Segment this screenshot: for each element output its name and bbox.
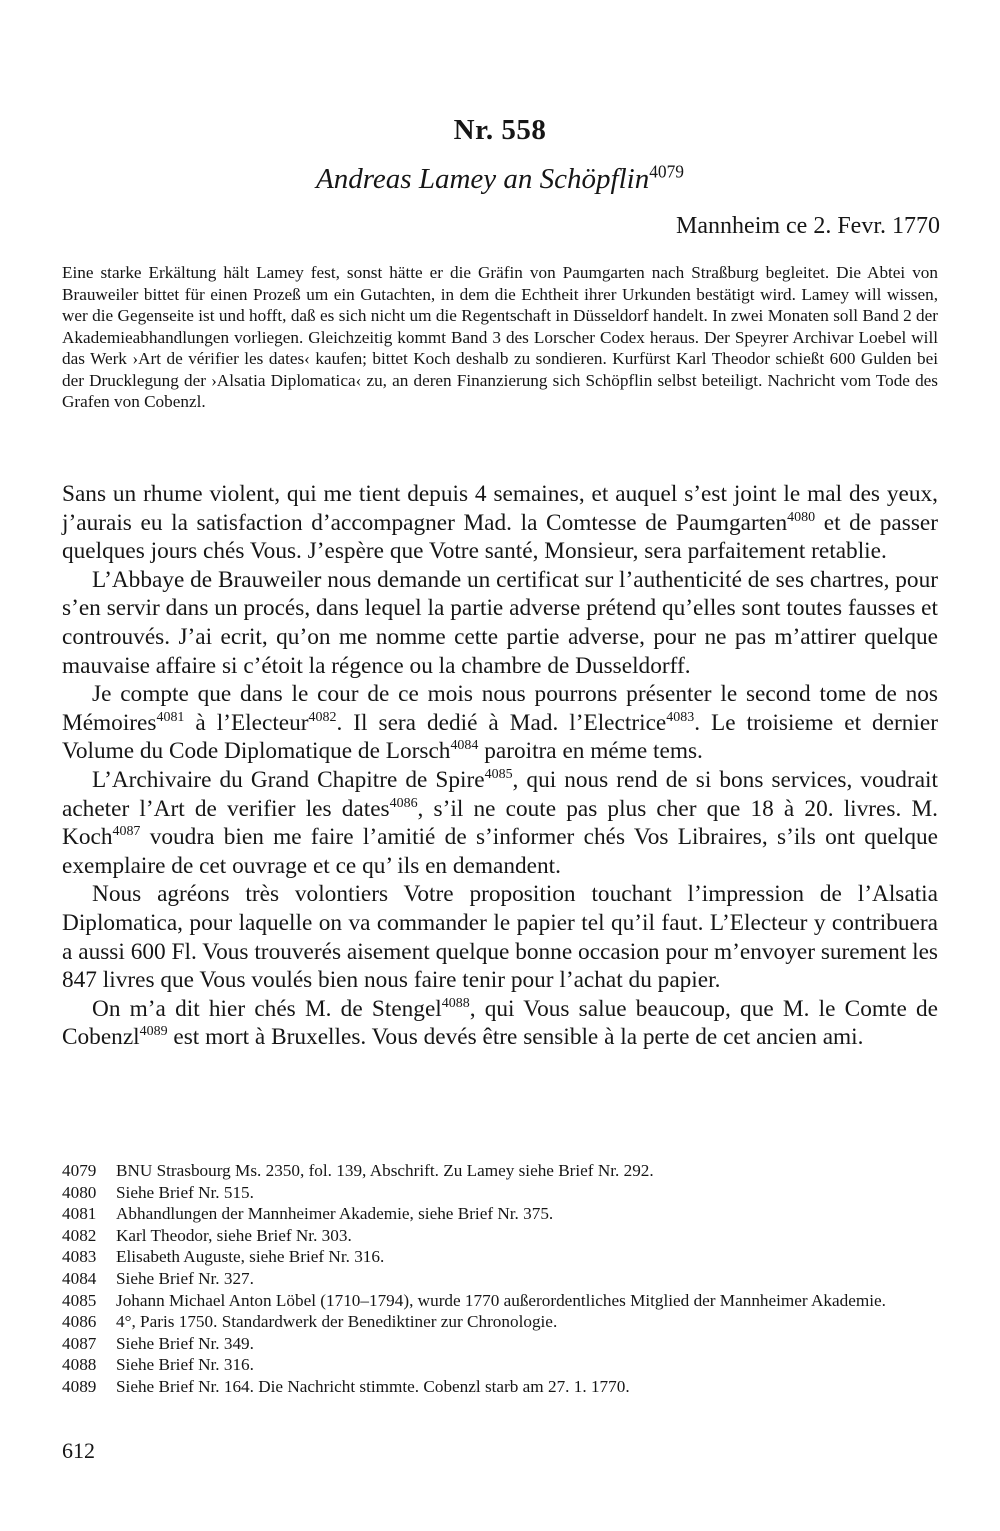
footnote-ref: 4080: [787, 509, 816, 525]
regest-summary: Eine starke Erkältung hält Lamey fest, sonst hätte er die Gräfin von Paumgarten nach Straßburg begleitet. Die Abtei von Brauweiler bittet für einen Prozeß um ein Gutachten, in dem die Echtheit ihrer Urkunden bestätigt wird. Lamey will wissen, wer die Gegenseite ist und hofft, daß es sich nicht um die Regentschaft in Düsseldorf handelt. In zwei Monaten soll Band 2 der Akademieabhandlungen vorliegen. Gleichzeitig kommt Band 3 des Lorscher Codex heraus. Der Speyrer Archivar Loebel will das Werk ›Art de vérifier les dates‹ kaufen; bittet Koch deshalb zu sondieren. Kurfürst Karl Theodor schießt 600 Gulden bei der Drucklegung der ›Alsatia Diplomatica‹ zu, an deren Finanzierung sich Schöpflin selbst beteiligt. Nachricht vom Tode des Grafen von Cobenzl.: [62, 263, 938, 411]
letter-title: [0, 163, 1000, 196]
footnote-number: 4085: [62, 1290, 97, 1310]
footnote-number: 4087: [62, 1333, 97, 1353]
letter-title-text: Andreas Lamey an Schöpflin: [316, 163, 650, 195]
footnote-number: 4079: [62, 1161, 97, 1180]
footnote-ref: 4088: [441, 995, 470, 1011]
letter-body: [62, 480, 938, 1052]
footnote: [62, 1290, 938, 1312]
footnote-text: 4°, Paris 1750. Standardwerk der Benediktiner zur Chronologie.: [116, 1312, 558, 1332]
paragraph-text: voudra bien me faire l’amitié de s’informer chés Vos Libraires, s’ils ont quelque exemplaire de cet ouvrage et ce qu’ ils en demandent.: [62, 824, 938, 879]
paragraph-text: Sans un rhume violent, qui me tient depuis 4 semaines, et auquel s’est joint le mal des yeux, j’aurais eu la satisfaction d’accompagner Mad. la Comtesse de Paumgarten: [62, 481, 938, 536]
footnote-text: Karl Theodor, siehe Brief Nr. 303.: [116, 1225, 352, 1245]
place-date: Mannheim ce 2. Fevr. 1770: [676, 213, 940, 239]
footnote-text: Siehe Brief Nr. 349.: [116, 1333, 254, 1353]
footnote-text: Siehe Brief Nr. 316.: [116, 1355, 254, 1375]
paragraph-text: et de passer quelques jours chés Vous. J’espère que Votre santé, Monsieur, sera parfaitement retablie.: [62, 509, 939, 565]
paragraph-text: paroitra en méme tems.: [478, 738, 703, 765]
footnote-text: BNU Strasbourg Ms. 2350, fol. 139, Abschrift. Zu Lamey siehe Brief Nr. 292.: [116, 1161, 654, 1180]
footnote-text: Siehe Brief Nr. 515.: [116, 1182, 254, 1202]
footnote-ref: 4085: [484, 767, 513, 783]
footnote: [62, 1203, 938, 1225]
footnote-text: Abhandlungen der Mannheimer Akademie, siehe Brief Nr. 375.: [116, 1204, 554, 1224]
letter-paragraph: [62, 995, 938, 1052]
footnote-number: 4088: [62, 1355, 97, 1375]
paragraph-text: . Il sera dedié à Mad. l’Electrice: [336, 709, 667, 736]
letter-paragraph: [62, 880, 938, 994]
footnote-ref: 4086: [389, 795, 418, 811]
footnote: [62, 1311, 938, 1333]
footnote-number: 4082: [62, 1225, 97, 1245]
footnote: [62, 1376, 938, 1398]
paragraph-text: L’Abbaye de Brauweiler nous demande un certificat sur l’authenticité de ses chartres, pour s’en servir dans un procés, dans lequel la partie adverse prétend qu’elles sont toutes fausses et controuvés. J’ai ecrit, qu’on me nomme cette partie adverse, pour ne pas m’attirer quelque mauvaise affaire si c’étoit la régence ou la chambre de Dusseldorff.: [62, 566, 938, 679]
paragraph-text: , s’il ne coute pas plus cher que 18 à 20. livres. M. Koch: [62, 795, 938, 851]
footnote: [62, 1225, 938, 1247]
letter-paragraph: [62, 480, 938, 566]
footnote-text: Siehe Brief Nr. 327.: [116, 1268, 254, 1288]
footnote-number: 4084: [62, 1268, 97, 1288]
footnote-ref: 4084: [450, 738, 479, 754]
footnote: [62, 1246, 938, 1268]
paragraph-text: On m’a dit hier chés M. de Stengel: [92, 995, 442, 1022]
footnote-ref: 4079: [649, 161, 684, 182]
footnote-number: 4083: [62, 1247, 97, 1267]
paragraph-text: , qui Vous salue beaucoup, que M. le Comte de Cobenzl: [62, 995, 938, 1051]
footnote-ref: 4083: [666, 709, 695, 725]
paragraph-text: , qui nous rend de si bons services, voudrait acheter l’Art de verifier les dates: [62, 766, 938, 822]
page-number: 612: [62, 1438, 95, 1463]
footnote: [62, 1160, 938, 1182]
footnotes: [62, 1160, 938, 1398]
footnote-number: 4080: [62, 1182, 97, 1202]
letter-paragraph: [62, 766, 938, 880]
footnote: [62, 1333, 938, 1355]
footnote-text: Johann Michael Anton Löbel (1710–1794), wurde 1770 außerordentliches Mitglied der Mannheimer Akademie.: [116, 1290, 886, 1310]
letter-paragraph: [62, 680, 938, 766]
letter-number: Nr. 558: [453, 114, 547, 146]
footnote: [62, 1354, 938, 1376]
letter-paragraph: [62, 566, 938, 680]
paragraph-text: Je compte que dans le cour de ce mois nous pourrons présenter le second tome de nos Mémoires: [62, 681, 938, 736]
footnote-ref: 4081: [156, 709, 185, 725]
footnote-ref: 4087: [112, 824, 141, 840]
footnote-text: Elisabeth Auguste, siehe Brief Nr. 316.: [116, 1247, 385, 1267]
footnote-number: 4086: [62, 1312, 97, 1332]
footnote-ref: 4082: [308, 709, 337, 725]
footnote-text: Siehe Brief Nr. 164. Die Nachricht stimmte. Cobenzl starb am 27. 1. 1770.: [116, 1376, 630, 1396]
paragraph-text: est mort à Bruxelles. Vous devés être sensible à la perte de cet ancien ami.: [167, 1024, 864, 1051]
footnote-number: 4081: [62, 1204, 97, 1224]
footnote-ref: 4089: [139, 1024, 168, 1040]
footnote: [62, 1182, 938, 1204]
paragraph-text: L’Archivaire du Grand Chapitre de Spire: [92, 766, 485, 793]
paragraph-text: . Le troisieme et dernier Volume du Code Diplomatique de Lorsch: [62, 709, 938, 765]
footnote-number: 4089: [62, 1376, 97, 1396]
paragraph-text: Nous agréons très volontiers Votre proposition touchant l’impression de l’Alsatia Diplomatica, pour laquelle on va commander le papier tel qu’il faut. L’Electeur y contribuera a aussi 600 Fl. Vous trouverés aisement quelque bonne occasion pour m’envoyer surement les 847 livres que Vous voulés bien nous faire tenir pour l’achat du papier.: [62, 881, 938, 994]
footnote: [62, 1268, 938, 1290]
paragraph-text: à l’Electeur: [184, 709, 309, 736]
